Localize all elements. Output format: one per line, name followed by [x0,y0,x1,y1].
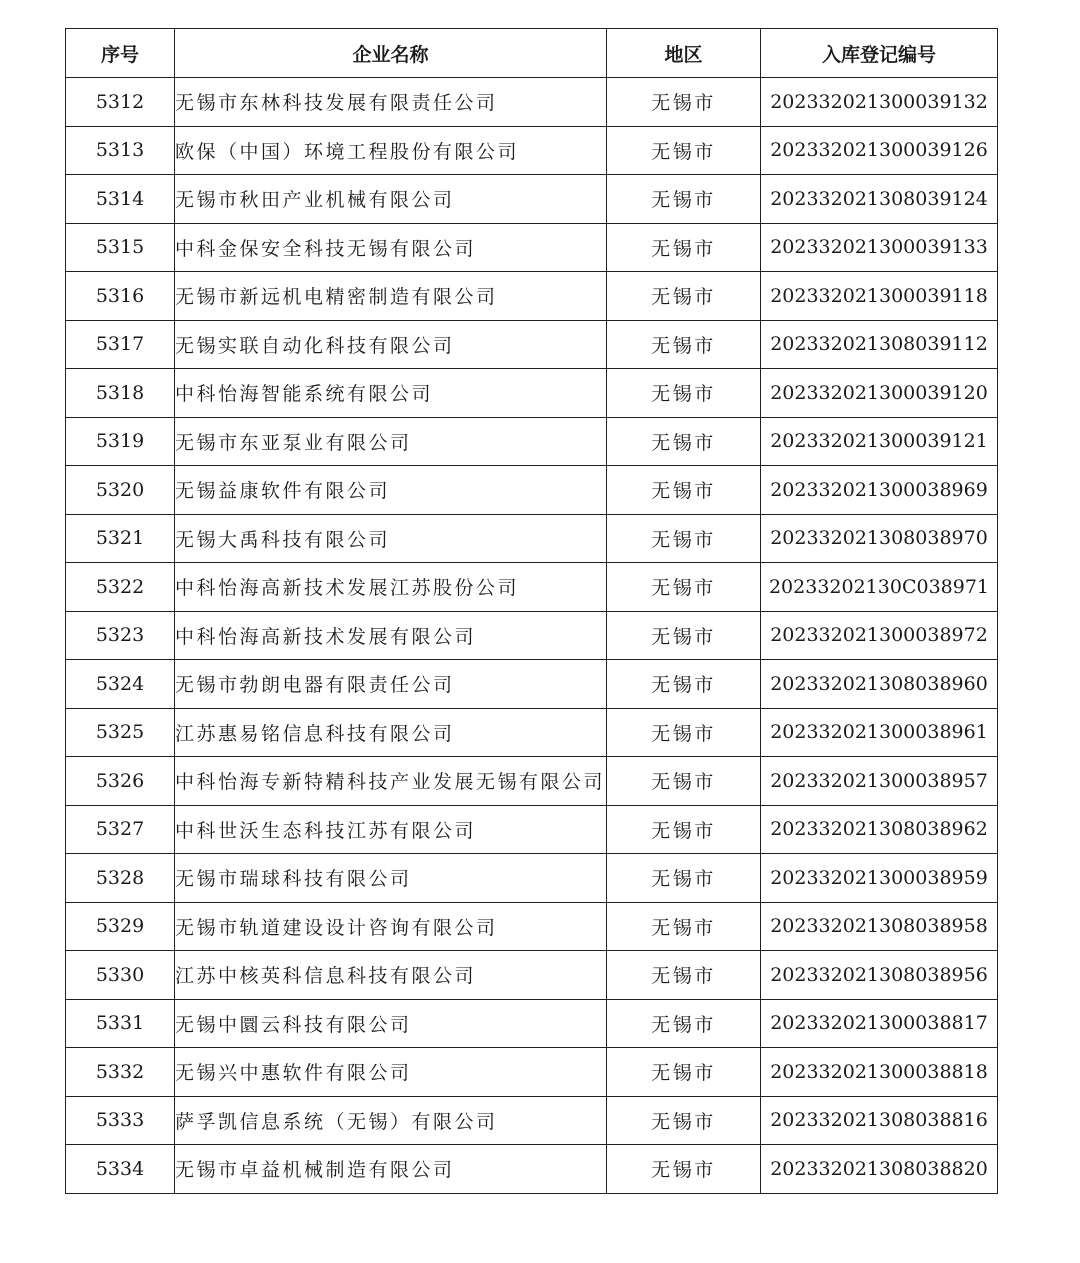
table-row [66,708,998,757]
table-row [66,223,998,272]
cell-company-name: 无锡市东亚泵业有限公司 [175,417,607,466]
cell-seq: 5320 [66,466,175,515]
header-region: 地区 [607,29,761,78]
cell-seq: 5315 [66,223,175,272]
cell-registration-number: 202332021308038956 [761,951,998,1000]
cell-registration-number: 202332021308038958 [761,902,998,951]
table-row [66,126,998,175]
cell-company-name: 无锡市东林科技发展有限责任公司 [175,78,607,127]
cell-seq: 5323 [66,611,175,660]
table-body [66,78,998,1194]
cell-company-name: 中科怡海智能系统有限公司 [175,369,607,418]
cell-registration-number: 202332021300038959 [761,854,998,903]
table-row [66,902,998,951]
cell-registration-number: 202332021308039124 [761,175,998,224]
cell-seq: 5319 [66,417,175,466]
cell-registration-number: 202332021300039126 [761,126,998,175]
cell-region: 无锡市 [607,902,761,951]
cell-registration-number: 202332021300039120 [761,369,998,418]
cell-seq: 5334 [66,1145,175,1194]
table-row [66,1096,998,1145]
cell-registration-number: 202332021300039132 [761,78,998,127]
cell-region: 无锡市 [607,999,761,1048]
cell-region: 无锡市 [607,78,761,127]
cell-seq: 5321 [66,514,175,563]
cell-region: 无锡市 [607,708,761,757]
cell-region: 无锡市 [607,466,761,515]
cell-region: 无锡市 [607,660,761,709]
cell-region: 无锡市 [607,1145,761,1194]
cell-region: 无锡市 [607,854,761,903]
table-row [66,1145,998,1194]
cell-company-name: 中科世沃生态科技江苏有限公司 [175,805,607,854]
cell-seq: 5324 [66,660,175,709]
cell-registration-number: 202332021300039121 [761,417,998,466]
header-seq: 序号 [66,29,175,78]
cell-seq: 5328 [66,854,175,903]
cell-company-name: 无锡市瑞球科技有限公司 [175,854,607,903]
cell-company-name: 无锡大禹科技有限公司 [175,514,607,563]
table-row [66,466,998,515]
cell-region: 无锡市 [607,320,761,369]
cell-region: 无锡市 [607,1048,761,1097]
cell-company-name: 中科怡海高新技术发展江苏股份公司 [175,563,607,612]
cell-seq: 5314 [66,175,175,224]
cell-company-name: 中科金保安全科技无锡有限公司 [175,223,607,272]
cell-region: 无锡市 [607,126,761,175]
cell-company-name: 中科怡海高新技术发展有限公司 [175,611,607,660]
cell-company-name: 无锡益康软件有限公司 [175,466,607,515]
cell-region: 无锡市 [607,175,761,224]
cell-seq: 5312 [66,78,175,127]
cell-registration-number: 202332021308038820 [761,1145,998,1194]
cell-region: 无锡市 [607,223,761,272]
cell-registration-number: 202332021300039118 [761,272,998,321]
table-header [66,29,998,78]
cell-seq: 5317 [66,320,175,369]
cell-company-name: 江苏中核英科信息科技有限公司 [175,951,607,1000]
cell-region: 无锡市 [607,951,761,1000]
cell-company-name: 无锡市卓益机械制造有限公司 [175,1145,607,1194]
header-name: 企业名称 [175,29,607,78]
enterprise-registry-table [65,28,998,1194]
cell-registration-number: 202332021308038962 [761,805,998,854]
cell-seq: 5325 [66,708,175,757]
cell-region: 无锡市 [607,272,761,321]
cell-registration-number: 202332021300038957 [761,757,998,806]
cell-company-name: 无锡中圜云科技有限公司 [175,999,607,1048]
cell-registration-number: 202332021300038972 [761,611,998,660]
table-row [66,951,998,1000]
table-row [66,757,998,806]
table-row [66,999,998,1048]
table-row [66,1048,998,1097]
cell-company-name: 无锡兴中惠软件有限公司 [175,1048,607,1097]
cell-registration-number: 202332021300038817 [761,999,998,1048]
table-row [66,563,998,612]
cell-region: 无锡市 [607,1096,761,1145]
cell-company-name: 无锡市轨道建设设计咨询有限公司 [175,902,607,951]
cell-registration-number: 202332021308039112 [761,320,998,369]
table-row [66,854,998,903]
cell-company-name: 无锡市新远机电精密制造有限公司 [175,272,607,321]
cell-company-name: 中科怡海专新特精科技产业发展无锡有限公司 [175,757,607,806]
cell-region: 无锡市 [607,514,761,563]
cell-seq: 5333 [66,1096,175,1145]
table-row [66,320,998,369]
cell-registration-number: 202332021308038960 [761,660,998,709]
cell-seq: 5318 [66,369,175,418]
cell-company-name: 无锡实联自动化科技有限公司 [175,320,607,369]
cell-registration-number: 202332021300038969 [761,466,998,515]
cell-seq: 5331 [66,999,175,1048]
cell-region: 无锡市 [607,369,761,418]
cell-company-name: 欧保（中国）环境工程股份有限公司 [175,126,607,175]
cell-region: 无锡市 [607,417,761,466]
cell-registration-number: 202332021300038818 [761,1048,998,1097]
cell-company-name: 江苏惠易铭信息科技有限公司 [175,708,607,757]
cell-seq: 5332 [66,1048,175,1097]
cell-region: 无锡市 [607,757,761,806]
cell-company-name: 无锡市勃朗电器有限责任公司 [175,660,607,709]
cell-region: 无锡市 [607,563,761,612]
table-row [66,805,998,854]
cell-region: 无锡市 [607,805,761,854]
table-row [66,514,998,563]
cell-seq: 5316 [66,272,175,321]
table-row [66,175,998,224]
table-row [66,272,998,321]
cell-seq: 5327 [66,805,175,854]
cell-company-name: 萨孚凯信息系统（无锡）有限公司 [175,1096,607,1145]
table-row [66,611,998,660]
cell-company-name: 无锡市秋田产业机械有限公司 [175,175,607,224]
header-regno: 入库登记编号 [761,29,998,78]
cell-registration-number: 202332021308038970 [761,514,998,563]
cell-registration-number: 202332021308038816 [761,1096,998,1145]
cell-seq: 5326 [66,757,175,806]
cell-seq: 5329 [66,902,175,951]
cell-seq: 5330 [66,951,175,1000]
table-row [66,417,998,466]
cell-registration-number: 202332021300039133 [761,223,998,272]
cell-region: 无锡市 [607,611,761,660]
table-row [66,369,998,418]
cell-seq: 5322 [66,563,175,612]
cell-registration-number: 202332021300038961 [761,708,998,757]
header-row [66,29,998,78]
table-row [66,660,998,709]
cell-seq: 5313 [66,126,175,175]
cell-registration-number: 20233202130C038971 [761,563,998,612]
table-row [66,78,998,127]
